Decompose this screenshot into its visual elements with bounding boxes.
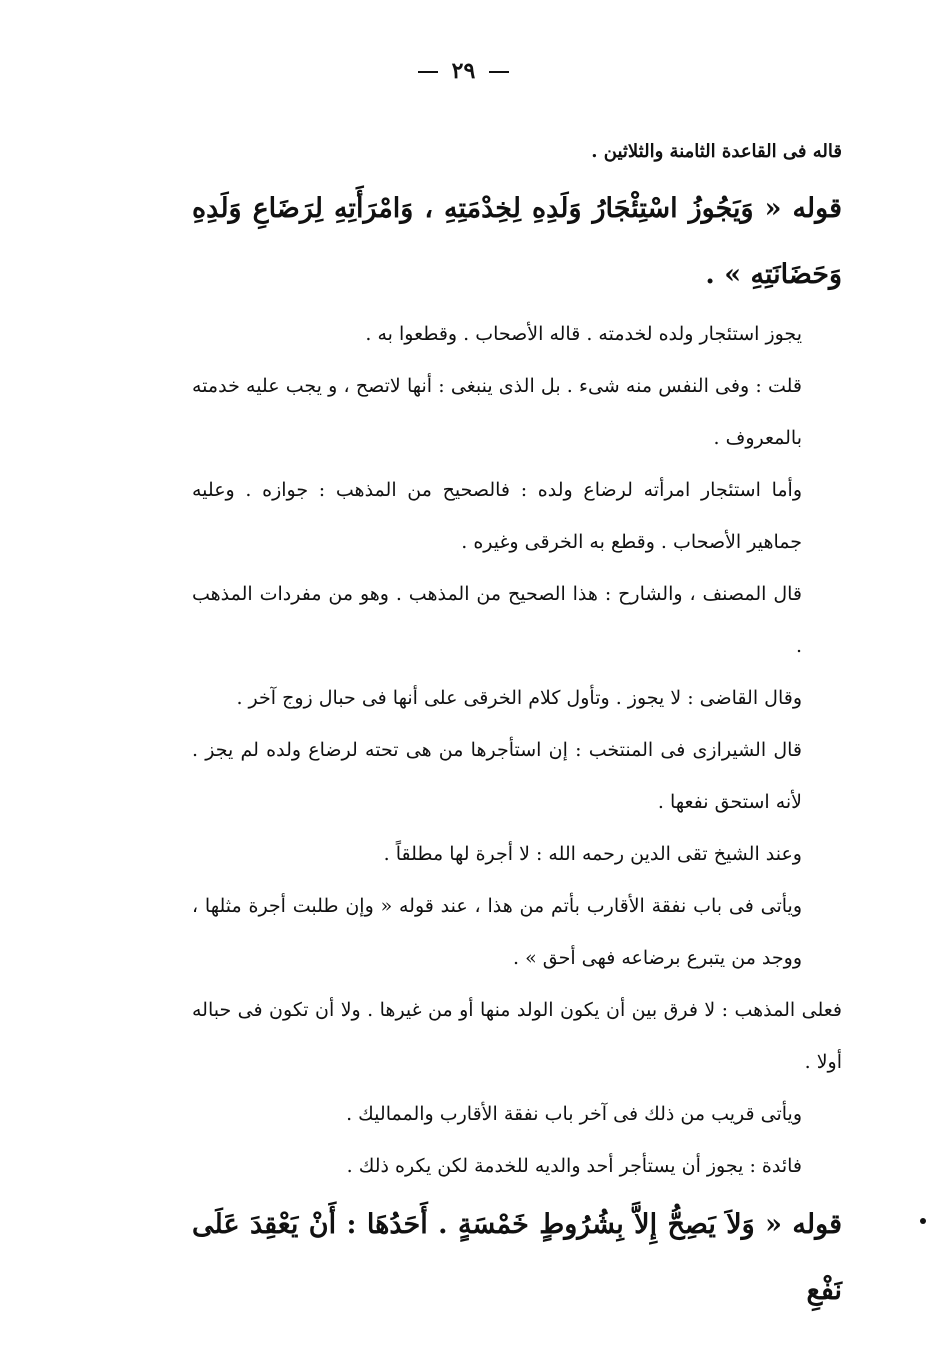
dash-right <box>489 71 509 73</box>
quoted-matn: قوله « وَيَجُوزُ اسْتِئْجَارُ وَلَدِهِ لِخِدْمَتِهِ ، وَامْرَأَتِهِ لِرَضَاعِ وَلَدِهِ وَحَضَانَتِهِ » . <box>192 193 842 290</box>
margin-dot <box>920 1218 926 1224</box>
paragraph: قلت : وفى النفس منه شىء . بل الذى ينبغى : أنها لاتصح ، و يجب عليه خدمته بالمعروف . <box>192 375 802 449</box>
paragraph: وأما استئجار امرأته لرضاع ولده : فالصحيح من المذهب : جوازه . وعليه جماهير الأصحاب . وقطع به الخرقى وغيره . <box>192 479 802 553</box>
dash-left <box>418 71 438 73</box>
paragraph: وعند الشيخ تقى الدين رحمه الله : لا أجرة لها مطلقاً . <box>383 843 802 865</box>
rule-reference: قاله فى القاعدة الثامنة والثلاثين . <box>591 141 842 162</box>
page-number <box>0 58 927 84</box>
paragraph: يجوز استئجار ولده لخدمته . قاله الأصحاب . وقطعوا به . <box>365 323 802 345</box>
page-number-value: ٢٩ <box>451 58 476 84</box>
paragraph: ويأتى فى باب نفقة الأقارب بأتم من هذا ، عند قوله « وإن طلبت أجرة مثلها ، ووجد من يتبرع برضاعه فهى أحق » . <box>192 895 802 969</box>
quoted-matn: قوله « وَلاَ يَصِحُّ إِلاَّ بِشُرُوطٍ خَمْسَةٍ . أَحَدُهَا : أَنْ يَعْقِدَ عَلَى نَفْعِ <box>192 1209 842 1306</box>
paragraph: ويأتى قريب من ذلك فى آخر باب نفقة الأقارب والمماليك . <box>346 1103 802 1125</box>
paragraph: قال المصنف ، والشارح : هذا الصحيح من المذهب . وهو من مفردات المذهب . <box>192 583 802 657</box>
paragraph: وقال القاضى : لا يجوز . وتأول كلام الخرقى على أنها فى حبال زوج آخر . <box>236 687 802 709</box>
paragraph: فعلى المذهب : لا فرق بين أن يكون الولد منها أو من غيرها . ولا أن تكون فى حباله أولا . <box>192 999 842 1073</box>
note-paragraph: فائدة : يجوز أن يستأجر أحد والديه للخدمة لكن يكره ذلك . <box>346 1155 802 1177</box>
paragraph: قال الشيرازى فى المنتخب : إن استأجرها من هى تحته لرضاع ولده لم يجز . لأنه استحق نفعها . <box>192 739 802 813</box>
body-text <box>192 128 842 1324</box>
